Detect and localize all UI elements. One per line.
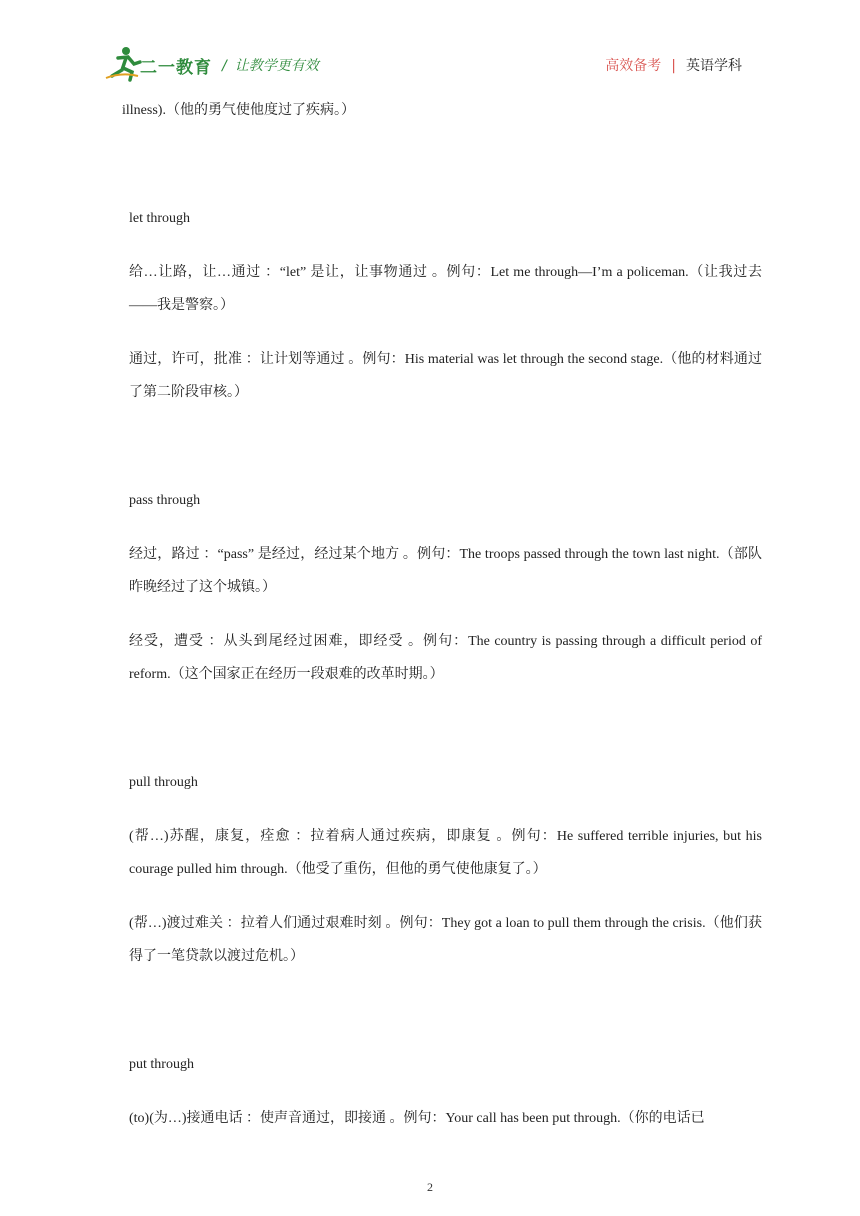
definition-paragraph: 通过，许可，批准 ：让计划等通过 。例句：His material was let through the second stage.（他的材料通过了第二阶段审核。） [129,352,762,400]
definition-paragraph: 经过，路过 ：“pass” 是经过，经过某个地方 。例句：The troops passed through the town last night.（部队昨晚经过了这个城镇。） [129,547,762,595]
definition-paragraph: 给…让路，让…通过 ：“let” 是让，让事物通过 。例句：Let me through—I’m a policeman.（让我过去——我是警察。） [129,265,762,313]
definition-paragraph: (帮…)渡过难关 ：拉着人们通过艰难时刻 。例句：They got a loan to pull them through the crisis.（他们获得了一笔贷款以渡过危机。） [129,916,762,964]
phrase-heading: pass through [129,493,201,508]
slogan-text: 让教学更有效 [234,58,319,74]
definition-paragraph: (to)(为…)接通电话 ：使声音通过，即接通 。例句：Your call has been put through.（你的电话已 [129,1111,705,1126]
phrase-heading: pull through [129,775,198,790]
definition-paragraph: (帮…)苏醒，康复，痊愈 ：拉着病人通过疾病，即康复 。例句：He suffered terrible injuries, but his courage pulled him through.（他受了重伤，但他的勇气使他康复了。） [129,829,762,877]
section-spacer [122,712,762,766]
phrase-heading: let through [129,211,191,226]
section-spacer [122,430,762,484]
document-body [122,94,762,1156]
page-header [0,0,860,100]
logo-text: 二一教育 [140,58,212,78]
header-right: 高效备考 | 英语学科 [605,58,742,74]
header-exam-label: 高效备考 [605,58,662,74]
header-slogan: / 让教学更有效 [222,58,319,74]
page-number: 2 [427,1180,433,1194]
phrase-heading: put through [129,1057,194,1072]
section-spacer [122,994,762,1048]
header-subject-label: 英语学科 [686,58,742,74]
section-spacer [122,148,762,202]
definition-paragraph: 经受，遭受 ：从头到尾经过困难，即经受 。例句：The country is passing through a difficult period of reform.（这个国家正在经历一段艰难的改革时期。） [129,634,762,682]
definition-paragraph: illness).（他的勇气使他度过了疾病。） [122,103,355,118]
